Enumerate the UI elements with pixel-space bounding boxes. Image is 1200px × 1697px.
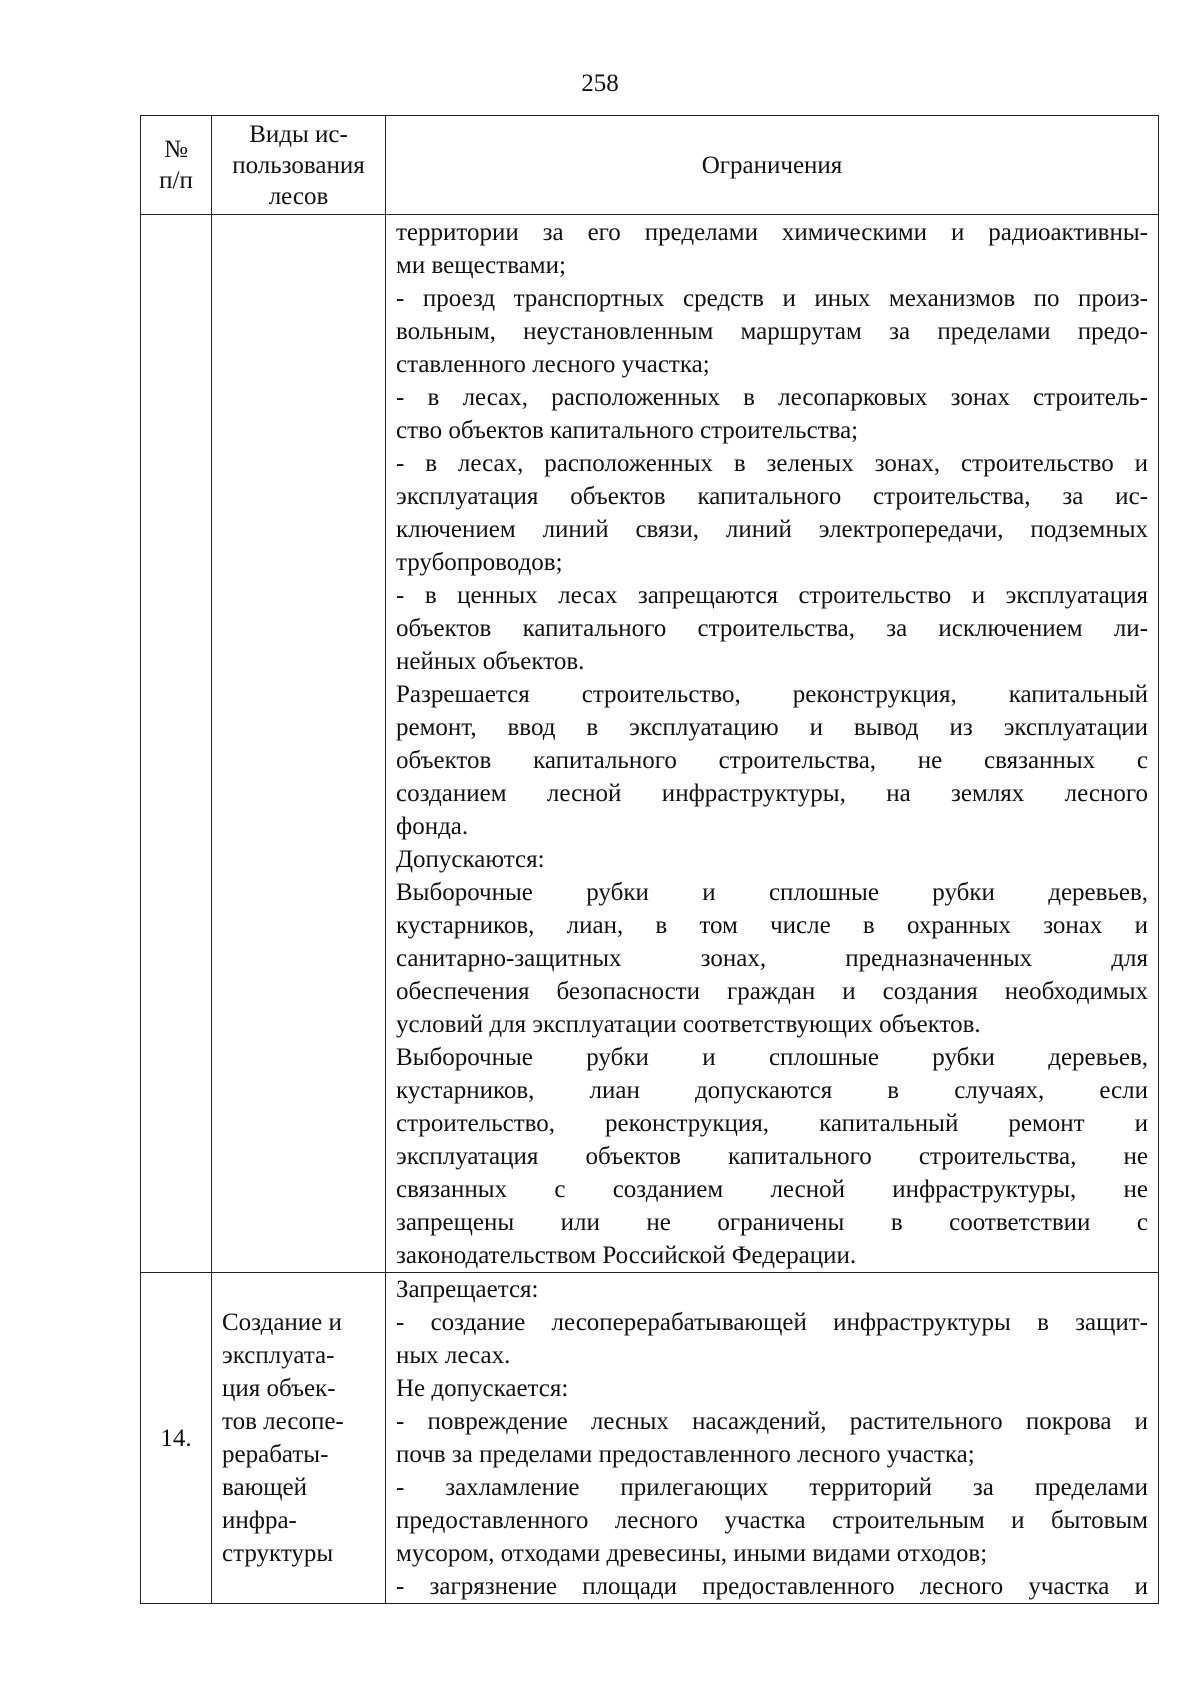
header-forest-use-type [212, 116, 386, 215]
restrictions-table [140, 115, 1159, 1604]
restriction-text-line: объектов капитального строительства, за исключением ли- [396, 615, 1148, 642]
restriction-text-line: - в ценных лесах запрещаются строительство и эксплуатация [396, 582, 1148, 609]
table-row [141, 215, 1159, 1273]
restriction-text-line: - повреждение лесных насаждений, растительного покрова и [396, 1408, 1148, 1435]
restriction-text-line: Выборочные рубки и сплошные рубки деревьев, [396, 879, 1148, 906]
restriction-text-line: ставленного лесного участка; [396, 351, 710, 378]
restriction-text-line: фонда. [396, 813, 469, 840]
restriction-text-line: Запрещается: [396, 1276, 539, 1303]
restriction-text-line: строительство, реконструкция, капитальный ремонт и [396, 1110, 1148, 1137]
restriction-text-line: ремонт, ввод в эксплуатацию и вывод из эксплуатации [396, 714, 1148, 741]
header-number-line: № [164, 136, 188, 163]
restriction-text-line: запрещены или не ограничены в соответствии с [396, 1209, 1148, 1236]
header-type-line: пользования [232, 151, 365, 179]
restriction-text-line: эксплуатация объектов капитального строительства, не [396, 1143, 1148, 1170]
restriction-text-line: связанных с созданием лесной инфраструктуры, не [396, 1176, 1148, 1203]
forest-use-type-line: тов лесопе- [222, 1408, 344, 1435]
restriction-text-line: - в лесах, расположенных в зеленых зонах, строительство и [396, 450, 1148, 477]
restriction-text-line: созданием лесной инфраструктуры, на землях лесного [396, 780, 1148, 807]
restriction-text-line: ключением линий связи, линий электропередачи, подземных [396, 516, 1148, 543]
restriction-text-line: - загрязнение площади предоставленного лесного участка и [396, 1573, 1148, 1600]
restriction-text-line: санитарно-защитных зонах, предназначенных для [396, 945, 1148, 972]
forest-use-type-cell [212, 215, 386, 1273]
forest-use-type-line: вающей [222, 1474, 307, 1501]
restriction-text-line: кустарников, лиан допускаются в случаях, если [396, 1077, 1148, 1104]
restriction-text-line: мусором, отходами древесины, иными видами отходов; [396, 1540, 988, 1567]
restrictions-cell [386, 215, 1159, 1273]
restriction-text-line: - проезд транспортных средств и иных механизмов по произ- [396, 285, 1148, 312]
header-type-line: Виды ис- [249, 120, 348, 148]
restriction-text-line: Разрешается строительство, реконструкция, капитальный [396, 681, 1148, 708]
header-type-line: лесов [268, 182, 329, 210]
page-number: 258 [581, 70, 619, 97]
forest-use-type-line: инфра- [222, 1507, 297, 1534]
restriction-text-line: - захламление прилегающих территорий за пределами [396, 1474, 1148, 1501]
forest-use-type-cell [212, 1273, 386, 1604]
restriction-text-line: ство объектов капитального строительства; [396, 417, 859, 444]
restriction-text-line: территории за его пределами химическими и радиоактивны- [396, 219, 1148, 246]
restriction-text-line: трубопроводов; [396, 549, 563, 576]
forest-use-type-line: Создание и [222, 1309, 342, 1336]
table-body [141, 215, 1159, 1604]
restriction-text-line: обеспечения безопасности граждан и создания необходимых [396, 978, 1148, 1005]
restriction-text-line: ми веществами; [396, 252, 566, 279]
restriction-text-line: предоставленного лесного участка строительным и бытовым [396, 1507, 1148, 1534]
table-row [141, 1273, 1159, 1604]
row-number-cell: 14. [141, 1273, 212, 1604]
restriction-text-line: - в лесах, расположенных в лесопарковых зонах строитель- [396, 384, 1148, 411]
restriction-text-line: Допускаются: [396, 846, 545, 873]
restrictions-cell [386, 1273, 1159, 1604]
restriction-text-line: условий для эксплуатации соответствующих объектов. [396, 1011, 981, 1038]
forest-use-type-line: ция объек- [222, 1375, 336, 1402]
forest-use-type-line: рерабаты- [222, 1441, 329, 1468]
restriction-text-line: кустарников, лиан, в том числе в охранных зонах и [396, 912, 1148, 939]
restriction-text-line: нейных объектов. [396, 648, 585, 675]
restriction-text-line: - создание лесоперерабатывающей инфраструктуры в защит- [396, 1309, 1148, 1336]
row-number-cell [141, 215, 212, 1273]
restriction-text-line: эксплуатация объектов капитального строительства, за ис- [396, 483, 1148, 510]
header-restrictions: Ограничения [386, 116, 1159, 215]
forest-use-type-line: эксплуата- [222, 1342, 335, 1369]
header-number-line: п/п [159, 167, 193, 194]
table-header-row [141, 116, 1159, 215]
forest-use-type-line: структуры [222, 1540, 334, 1567]
restriction-text-line: объектов капитального строительства, не связанных с [396, 747, 1148, 774]
restriction-text-line: Выборочные рубки и сплошные рубки деревьев, [396, 1044, 1148, 1071]
header-number [141, 116, 212, 215]
restriction-text-line: ных лесах. [396, 1342, 511, 1369]
restriction-text-line: почв за пределами предоставленного лесного участка; [396, 1441, 975, 1468]
restriction-text-line: Не допускается: [396, 1375, 569, 1402]
restriction-text-line: вольным, неустановленным маршрутам за пределами предо- [396, 318, 1148, 345]
restriction-text-line: законодательством Российской Федерации. [396, 1242, 857, 1269]
